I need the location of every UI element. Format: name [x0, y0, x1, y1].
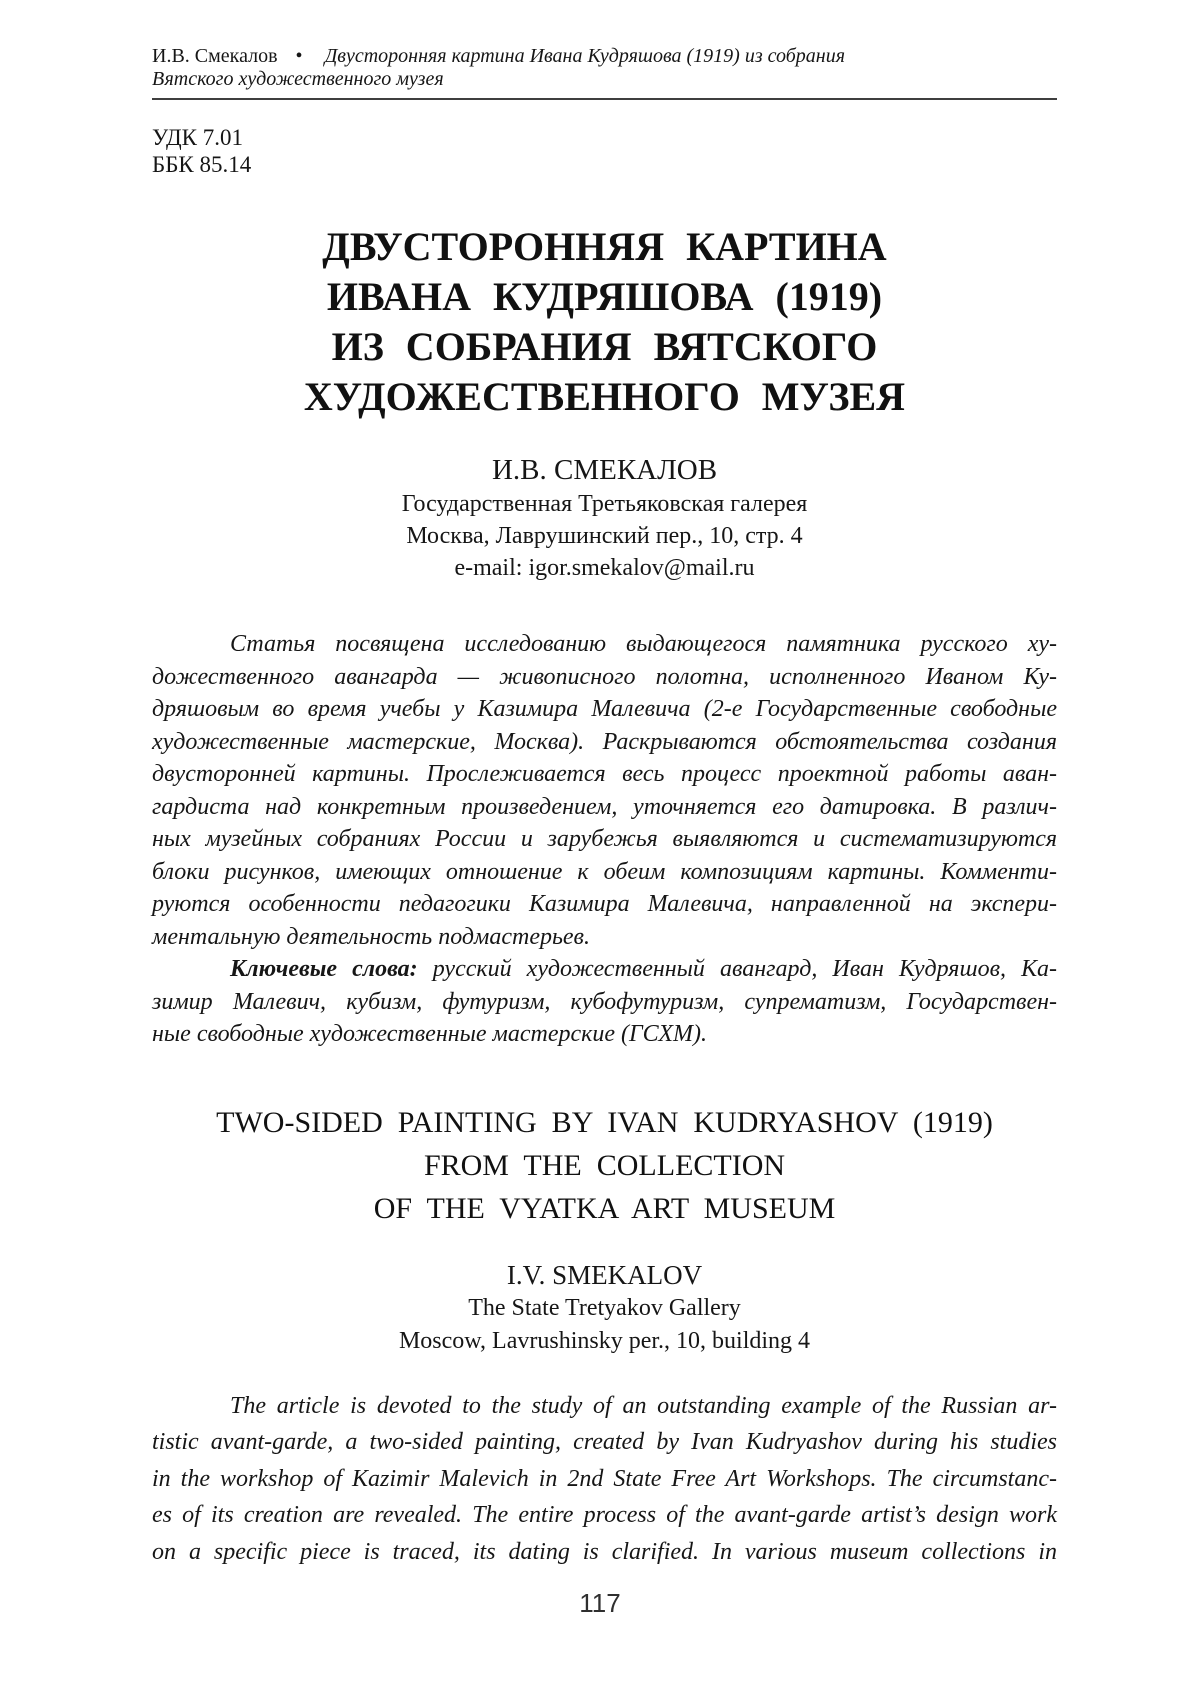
article-title-ru — [152, 222, 1057, 422]
title-en-line: OF THE VYATKA ART MUSEUM — [373, 1191, 836, 1225]
abstract-en — [152, 1388, 1057, 1571]
keywords-label: Ключевые слова: — [230, 956, 418, 982]
abstract-ru-line: художественные мастерские, Москва). Раскрываются обстоятельства создания — [152, 728, 1057, 755]
author-name-en: I.V. SMEKALOV — [506, 1259, 703, 1290]
abstract-ru-line: ных музейных собраниях России и зарубежья выявляются и систематизируются — [152, 826, 1057, 852]
bullet-separator-icon: • — [295, 45, 303, 67]
keywords-ru-line: ные свободные художественные мастерские (ГСХМ). — [152, 1021, 707, 1047]
abstract-en-line: tistic avant-garde, a two-sided painting, created by Ivan Kudryashov during his studies — [152, 1429, 1057, 1456]
running-header-title-part1: Двусторонняя картина Ивана Кудряшова (1919) из собрания — [324, 45, 846, 67]
title-en-line: TWO-SIDED PAINTING BY IVAN KUDRYASHOV (1919) — [216, 1105, 993, 1139]
abstract-en-line: The article is devoted to the study of an outstanding example of the Russian ar- — [230, 1392, 1057, 1419]
abstract-ru-line: дожественного авангарда — живописного полотна, исполненного Иваном Ку- — [152, 663, 1057, 690]
affiliation-ru: Государственная Третьяковская галерея — [401, 491, 808, 517]
page-content — [152, 0, 1057, 1570]
abstract-ru-line: ментальную деятельность подмастерьев. — [152, 923, 590, 950]
classifier-codes — [152, 124, 1057, 178]
title-en-line: FROM THE COLLECTION — [423, 1148, 786, 1182]
article-title-en — [152, 1101, 1057, 1230]
running-header-line1 — [152, 45, 1057, 68]
keywords-ru-line — [152, 953, 1057, 986]
abstract-ru-line: дряшовым во время учебы у Казимира Малевича (2-е Государственные свободные — [152, 696, 1057, 722]
abstract-en-line: in the workshop of Kazimir Malevich in 2nd State Free Art Workshops. The circumstanc- — [152, 1465, 1057, 1492]
author-block-ru — [152, 452, 1057, 584]
title-ru-line: ИЗ СОБРАНИЯ ВЯТСКОГО — [331, 324, 878, 369]
title-ru-line: ИВАНА КУДРЯШОВА (1919) — [326, 274, 883, 319]
address-ru: Москва, Лаврушинский пер., 10, стр. 4 — [406, 523, 803, 549]
bbk-code: ББК 85.14 — [152, 152, 252, 177]
abstract-ru-line: гардиста над конкретным произведением, уточняется его датировка. В различ- — [152, 793, 1057, 820]
page-number: 117 — [579, 1588, 621, 1618]
title-ru-line: ДВУСТОРОННЯЯ КАРТИНА — [322, 224, 887, 269]
abstract-ru — [152, 628, 1057, 1051]
author-block-en — [152, 1258, 1057, 1358]
running-header — [152, 0, 1057, 91]
abstract-ru-line: Статья посвящена исследованию выдающегося памятника русского ху- — [230, 631, 1057, 657]
keywords-ru-line: зимир Малевич, кубизм, футуризм, кубофутуризм, супрематизм, Государствен- — [152, 988, 1057, 1015]
header-rule — [152, 98, 1057, 100]
abstract-ru-line: двусторонней картины. Прослеживается весь процесс проектной работы аван- — [152, 761, 1057, 787]
author-email: e-mail: igor.smekalov@mail.ru — [454, 555, 755, 581]
running-header-author: И.В. Смекалов — [152, 45, 278, 67]
abstract-ru-line: блоки рисунков, имеющих отношение к обеим композициям картины. Комменти- — [152, 858, 1057, 885]
abstract-ru-line: руются особенности педагогики Казимира Малевича, направленной на экспери- — [152, 891, 1057, 917]
abstract-en-line: on a specific piece is traced, its dating is clarified. In various museum collections in — [152, 1538, 1057, 1565]
author-name-ru: И.В. СМЕКАЛОВ — [491, 454, 718, 486]
udk-code: УДК 7.01 — [152, 125, 243, 150]
affiliation-en: The State Tretyakov Gallery — [468, 1294, 741, 1321]
running-header-title-part2: Вятского художественного музея — [152, 68, 444, 90]
address-en: Moscow, Lavrushinsky per., 10, building 4 — [398, 1327, 811, 1354]
title-ru-line: ХУДОЖЕСТВЕННОГО МУЗЕЯ — [303, 374, 906, 419]
abstract-en-line: es of its creation are revealed. The entire process of the avant-garde artist’s design work — [152, 1502, 1057, 1529]
keywords-text: русский художественный авангард, Иван Кудряшов, Ка- — [417, 956, 1057, 982]
